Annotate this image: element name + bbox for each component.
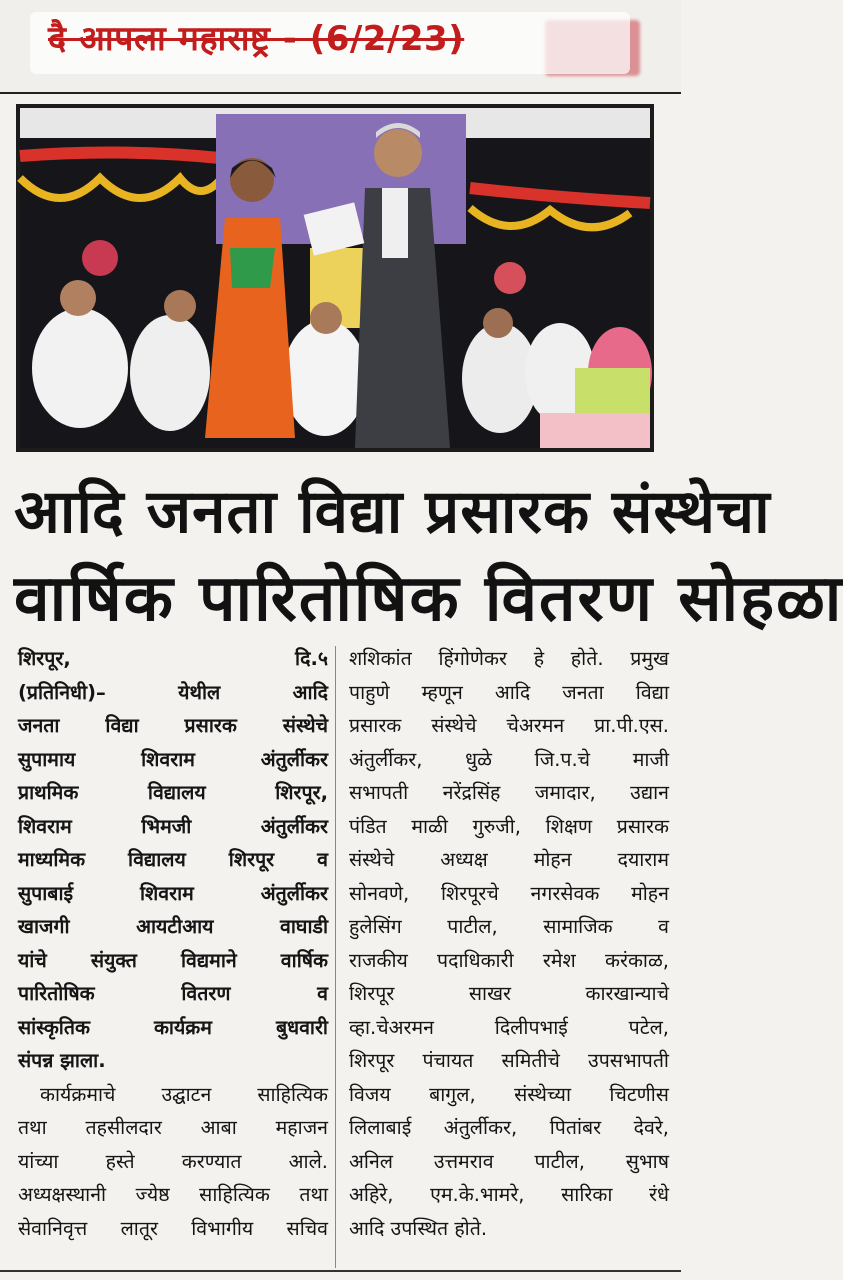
text-line: लिलाबाई अंतुर्लीकर, पितांबर देवरे,	[349, 1116, 669, 1139]
prize-ceremony-illustration	[20, 108, 650, 448]
article-right-column	[349, 642, 669, 1245]
text-line: सेवानिवृत्त लातूर विभागीय सचिव	[18, 1216, 328, 1240]
text-line: शिरपूर पंचायत समितीचे उपसभापती	[349, 1049, 669, 1072]
text-line: अहिरे, एम.के.भामरे, सारिका रंधे	[349, 1183, 669, 1206]
newspaper-source-label: दै आपला महाराष्ट्र - (6/2/23)	[48, 19, 465, 59]
text-line: पारितोषिक वितरण व	[18, 982, 328, 1005]
text-line: संस्थेचे अध्यक्ष मोहन दयाराम	[349, 848, 669, 871]
text-line: सोनवणे, शिरपूरचे नगरसेवक मोहन	[349, 881, 669, 905]
text-line: तथा तहसीलदार आबा महाजन	[18, 1116, 328, 1139]
column-divider	[335, 646, 336, 1268]
text-line: यांचे संयुक्त विद्यमाने वार्षिक	[18, 948, 328, 972]
text-line: सुपाबाई शिवराम अंतुर्लीकर	[18, 881, 328, 905]
text-line: पंडित माळी गुरुजी, शिक्षण प्रसारक	[349, 814, 669, 838]
text-line: संपन्न झाला.	[18, 1049, 106, 1072]
text-line: विजय बागुल, संस्थेच्या चिटणीस	[349, 1082, 669, 1106]
text-line: शशिकांत हिंगोणेकर हे होते. प्रमुख	[349, 647, 669, 670]
text-line: कार्यक्रमाचे उद्घाटन साहित्यिक	[40, 1082, 328, 1106]
text-line: राजकीय पदाधिकारी रमेश करंकाळ,	[349, 948, 669, 972]
top-divider	[0, 92, 681, 94]
headline-line-1: आदि जनता विद्या प्रसारक संस्थेचा	[14, 477, 771, 547]
text-line: अंतुर्लीकर, धुळे जि.प.चे माजी	[349, 747, 669, 771]
event-photo	[16, 104, 654, 452]
text-line: हुलेसिंग पाटील, सामाजिक व	[349, 915, 669, 938]
text-line: शिवराम भिमजी अंतुर्लीकर	[18, 814, 328, 838]
text-line: यांच्या हस्ते करण्यात आले.	[18, 1149, 328, 1173]
text-line: प्रसारक संस्थेचे चेअरमन प्रा.पी.एस.	[349, 714, 669, 737]
text-line: अध्यक्षस्थानी ज्येष्ठ साहित्यिक तथा	[18, 1183, 328, 1206]
text-line: खाजगी आयटीआय वाघाडी	[18, 915, 328, 938]
text-line: आदि उपस्थित होते.	[349, 1216, 488, 1240]
text-line: पाहुणे म्हणून आदि जनता विद्या	[349, 680, 669, 704]
text-line: सभापती नरेंद्रसिंह जमादार, उद्यान	[349, 781, 669, 804]
text-line: सांस्कृतिक कार्यक्रम बुधवारी	[18, 1015, 328, 1039]
text-line: शिरपूर साखर कारखान्याचे	[349, 982, 669, 1005]
text-line: अनिल उत्तमराव पाटील, सुभाष	[349, 1149, 669, 1173]
text-line: सुपामाय शिवराम अंतुर्लीकर	[18, 747, 328, 771]
previous-article-strip	[0, 0, 681, 92]
text-line: शिरपूर, दि.५	[18, 647, 328, 670]
text-line: प्राथमिक विद्यालय शिरपूर,	[18, 781, 328, 804]
headline-line-2: वार्षिक पारितोषिक वितरण सोहळा	[14, 562, 843, 636]
text-line: व्हा.चेअरमन दिलीपभाई पटेल,	[349, 1015, 669, 1039]
text-line: माध्यमिक विद्यालय शिरपूर व	[18, 848, 328, 871]
article-left-column	[18, 642, 328, 1245]
bottom-divider	[0, 1270, 681, 1272]
text-line: जनता विद्या प्रसारक संस्थेचे	[18, 714, 328, 737]
text-line: (प्रतिनिधी)– येथील आदि	[18, 680, 328, 704]
